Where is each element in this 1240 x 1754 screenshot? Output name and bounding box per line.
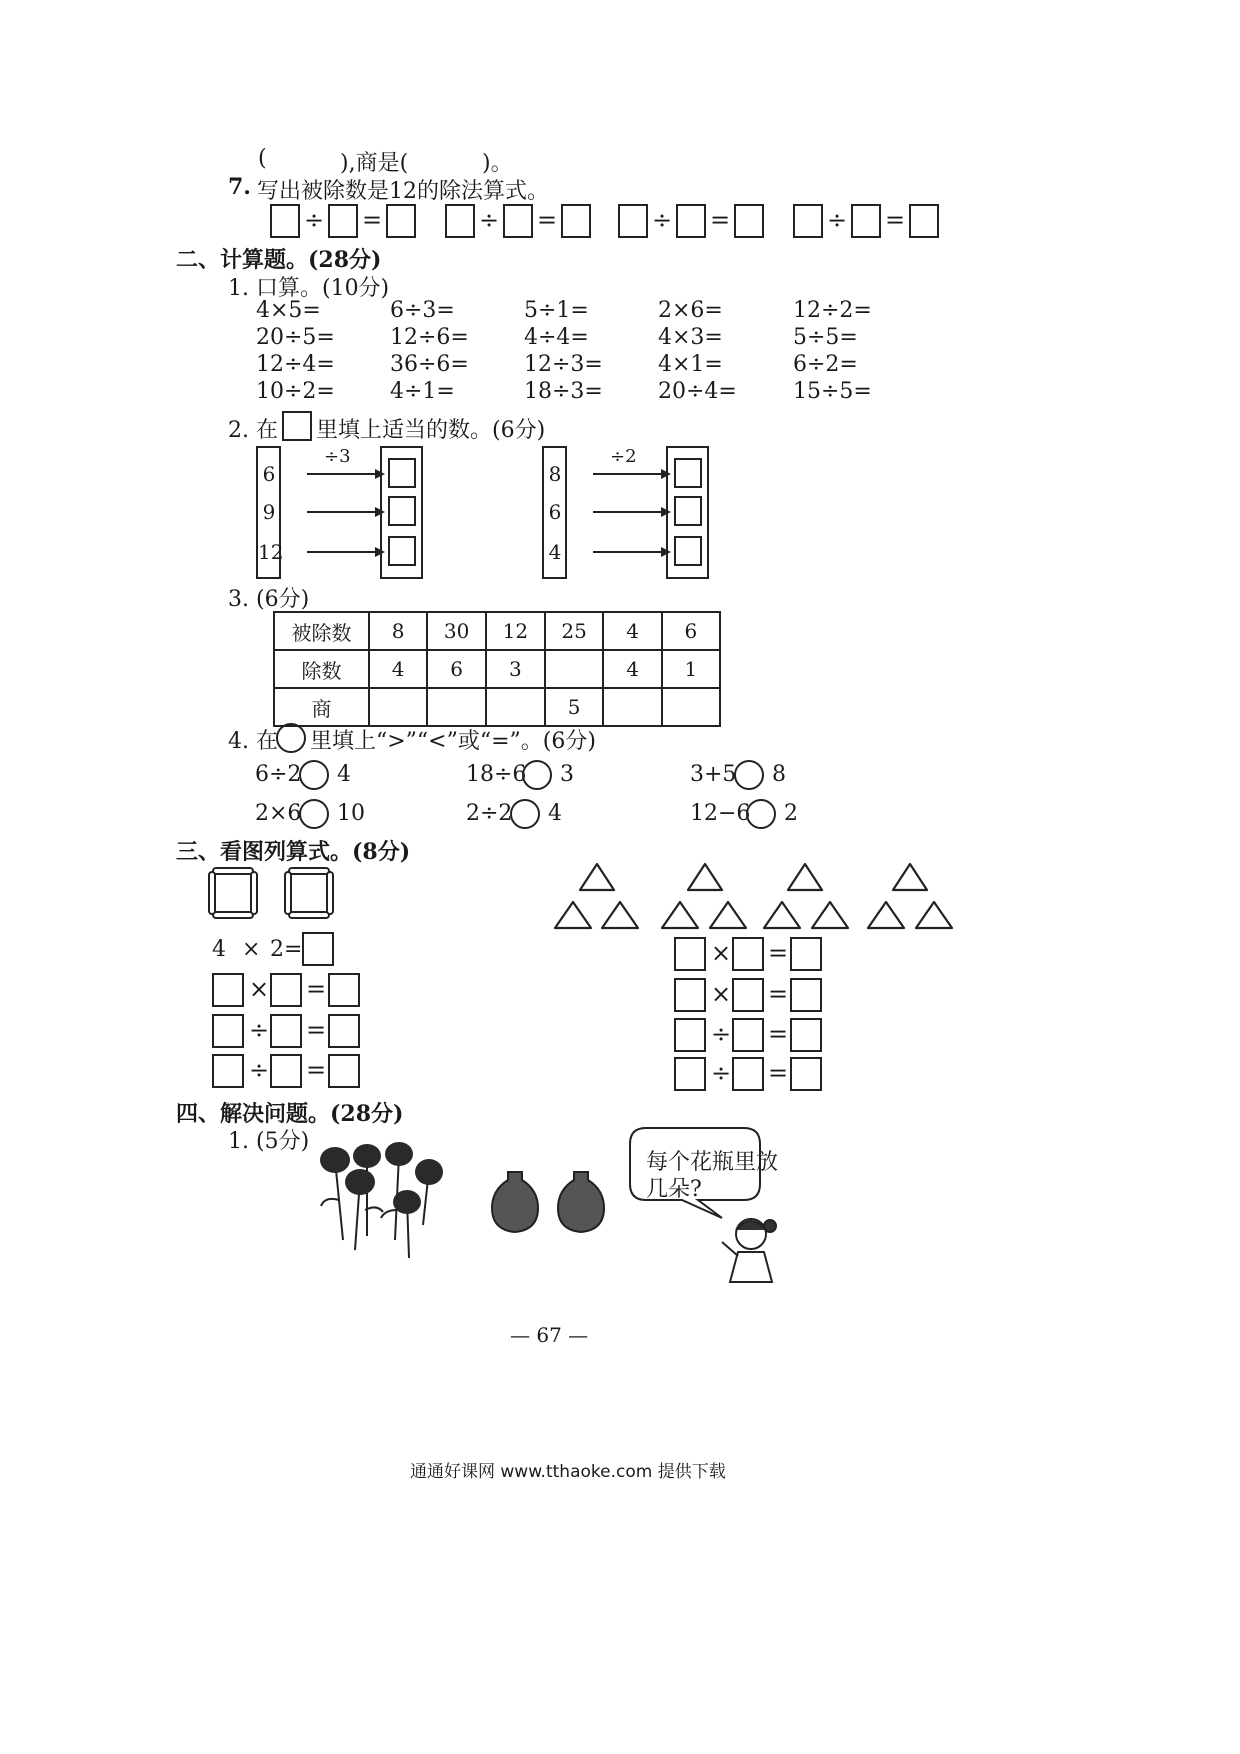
equation-box xyxy=(328,1054,360,1088)
table-cell: 4 xyxy=(603,612,661,650)
compare-circle xyxy=(746,799,776,829)
operator-sign: ÷ xyxy=(249,1056,270,1084)
compare-circle xyxy=(734,760,764,790)
oral-calc-item: 15÷5= xyxy=(793,379,872,404)
operator-sign: × xyxy=(711,939,732,967)
equals-sign: = xyxy=(768,1059,789,1087)
oral-calc-item: 6÷2= xyxy=(793,352,858,377)
equation-box xyxy=(790,937,822,971)
compare-right: 8 xyxy=(772,762,786,787)
oral-calc-item: 5÷1= xyxy=(524,298,589,323)
compare-circle xyxy=(299,760,329,790)
input-number: 6 xyxy=(548,500,562,524)
equation-box xyxy=(732,937,764,971)
operator-sign: ÷ xyxy=(711,1059,732,1087)
division-sign: ÷ xyxy=(827,206,848,234)
q7-divisor-box xyxy=(676,204,706,238)
table-cell xyxy=(603,688,661,726)
s2q3-label: 3. (6分) xyxy=(228,587,310,612)
equals-sign: = xyxy=(885,206,906,234)
compare-left: 6÷2 xyxy=(255,762,302,787)
operator-sign: × xyxy=(711,980,732,1008)
division-sign: ÷ xyxy=(304,206,325,234)
triangle-groups-picture xyxy=(550,860,955,938)
table-row xyxy=(274,650,720,688)
q7-text: 写出被除数是12的除法算式。 xyxy=(257,179,549,204)
equation-box xyxy=(328,1014,360,1048)
given-answer-box xyxy=(302,932,334,966)
mapping-arrow xyxy=(591,504,671,520)
table-cell: 8 xyxy=(369,612,427,650)
compare-circle xyxy=(299,799,329,829)
q7-divisor-box xyxy=(851,204,881,238)
operator-sign: ÷ xyxy=(711,1020,732,1048)
equals-sign: = xyxy=(768,1020,789,1048)
footer-credit: 通通好课网 www.tthaoke.com 提供下载 xyxy=(410,1462,726,1482)
equation-box xyxy=(270,1054,302,1088)
equation-box xyxy=(674,978,706,1012)
oral-calc-item: 5÷5= xyxy=(793,325,858,350)
equation-box xyxy=(212,973,244,1007)
s2q4-label-pre: 4. 在 xyxy=(228,729,278,754)
oral-calc-item: 4÷4= xyxy=(524,325,589,350)
output-column-frame xyxy=(666,446,709,579)
operator-sign: × xyxy=(249,975,270,1003)
q7-dividend-box xyxy=(793,204,823,238)
input-number: 9 xyxy=(262,500,276,524)
operation-label: ÷3 xyxy=(324,446,351,467)
table-cell: 30 xyxy=(427,612,486,650)
table-cell: 12 xyxy=(486,612,545,650)
oral-calc-item: 2×6= xyxy=(658,298,723,323)
equation-box xyxy=(732,978,764,1012)
division-sign: ÷ xyxy=(652,206,673,234)
q7-quotient-box xyxy=(561,204,591,238)
oral-calc-item: 4×5= xyxy=(256,298,321,323)
table-row xyxy=(274,688,720,726)
oral-calc-item: 12÷4= xyxy=(256,352,335,377)
answer-paren-open: ( xyxy=(258,146,267,171)
table-cell: 6 xyxy=(662,612,720,650)
given-factor-b: 2 xyxy=(270,937,284,962)
compare-left: 2÷2 xyxy=(466,801,513,826)
table-row-header: 商 xyxy=(274,688,369,726)
compare-right: 2 xyxy=(784,801,798,826)
oral-calc-item: 4÷1= xyxy=(390,379,455,404)
operation-label: ÷2 xyxy=(610,446,637,467)
oral-calc-item: 12÷3= xyxy=(524,352,603,377)
table-cell xyxy=(369,688,427,726)
table-cell xyxy=(662,688,720,726)
oral-calc-item: 20÷5= xyxy=(256,325,335,350)
operator-sign: ÷ xyxy=(249,1016,270,1044)
division-sign: ÷ xyxy=(479,206,500,234)
given-factor-a: 4 xyxy=(212,937,226,962)
oral-calc-item: 10÷2= xyxy=(256,379,335,404)
equation-box xyxy=(212,1014,244,1048)
equation-box xyxy=(790,1018,822,1052)
q7-quotient-box xyxy=(386,204,416,238)
compare-left: 2×6 xyxy=(255,801,302,826)
s2q4-label-post: 里填上“>”“<”或“=”。(6分) xyxy=(310,729,596,754)
equation-box xyxy=(328,973,360,1007)
bubble-line-1: 每个花瓶里放 xyxy=(646,1150,779,1175)
table-cell: 4 xyxy=(369,650,427,688)
input-number: 8 xyxy=(548,462,562,486)
table-row-header: 除数 xyxy=(274,650,369,688)
equation-box xyxy=(790,978,822,1012)
section-3-title: 三、看图列算式。(8分) xyxy=(176,839,411,865)
s4q1-label: 1. (5分) xyxy=(228,1129,310,1154)
equals-sign: = xyxy=(362,206,383,234)
mapping-arrow xyxy=(305,544,385,560)
girl-character-picture xyxy=(716,1212,786,1286)
roses-picture xyxy=(305,1140,455,1260)
oral-calc-item: 4×1= xyxy=(658,352,723,377)
table-cell: 4 xyxy=(603,650,661,688)
table-row xyxy=(274,612,720,650)
table-cell: 6 xyxy=(427,650,486,688)
input-number: 6 xyxy=(262,462,276,486)
section-2-title: 二、计算题。(28分) xyxy=(176,247,382,273)
q7-dividend-box xyxy=(445,204,475,238)
oral-calc-item: 12÷2= xyxy=(793,298,872,323)
mapping-arrow xyxy=(591,544,671,560)
compare-right: 4 xyxy=(337,762,351,787)
table-cell: 5 xyxy=(545,688,604,726)
equation-box xyxy=(790,1057,822,1091)
compare-left: 12−6 xyxy=(690,801,751,826)
table-cell: 1 xyxy=(662,650,720,688)
answer-paren-close: )。 xyxy=(482,151,513,176)
q7-divisor-box xyxy=(328,204,358,238)
oral-calc-item: 18÷3= xyxy=(524,379,603,404)
equation-box xyxy=(270,1014,302,1048)
q7-dividend-box xyxy=(618,204,648,238)
table-cell xyxy=(486,688,545,726)
equals-sign: = xyxy=(768,980,789,1008)
compare-circle xyxy=(522,760,552,790)
equals-sign: = xyxy=(306,1016,327,1044)
table-cell xyxy=(427,688,486,726)
division-table xyxy=(273,611,721,727)
vases-picture xyxy=(490,1168,620,1236)
quotient-prompt: ),商是( xyxy=(340,151,409,176)
s2q2-label-post: 里填上适当的数。(6分) xyxy=(316,418,546,443)
given-op: × xyxy=(242,937,261,962)
q7-number: 7. xyxy=(228,174,251,200)
compare-right: 3 xyxy=(560,762,574,787)
equation-box xyxy=(270,973,302,1007)
equation-box xyxy=(732,1057,764,1091)
q7-divisor-box xyxy=(503,204,533,238)
page-number: — 67 — xyxy=(510,1323,589,1347)
circle-sample xyxy=(276,723,306,753)
matchstick-squares-picture xyxy=(205,862,355,926)
q7-quotient-box xyxy=(734,204,764,238)
oral-calc-item: 12÷6= xyxy=(390,325,469,350)
oral-calc-item: 6÷3= xyxy=(390,298,455,323)
input-number: 12 xyxy=(258,540,284,564)
mapping-arrow xyxy=(591,466,671,482)
equals-sign: = xyxy=(537,206,558,234)
input-number: 4 xyxy=(548,540,562,564)
compare-left: 3+5 xyxy=(690,762,737,787)
q7-dividend-box xyxy=(270,204,300,238)
equals-sign: = xyxy=(306,1056,327,1084)
compare-left: 18÷6 xyxy=(466,762,527,787)
q7-quotient-box xyxy=(909,204,939,238)
oral-calc-item: 20÷4= xyxy=(658,379,737,404)
oral-calc-item: 4×3= xyxy=(658,325,723,350)
section-4-title: 四、解决问题。(28分) xyxy=(176,1101,404,1127)
compare-right: 4 xyxy=(548,801,562,826)
s2q1-label: 1. 口算。(10分) xyxy=(228,276,390,301)
bubble-line-2: 几朵? xyxy=(646,1177,702,1202)
blank-box-sample xyxy=(282,411,312,441)
s2q2-label-pre: 2. 在 xyxy=(228,418,278,443)
mapping-arrow xyxy=(305,466,385,482)
equation-box xyxy=(212,1054,244,1088)
compare-circle xyxy=(510,799,540,829)
output-column-frame xyxy=(380,446,423,579)
equals-sign: = xyxy=(710,206,731,234)
equation-box xyxy=(674,937,706,971)
equation-box xyxy=(732,1018,764,1052)
table-row-header: 被除数 xyxy=(274,612,369,650)
table-cell: 25 xyxy=(545,612,604,650)
equals-sign: = xyxy=(768,939,789,967)
equals-sign: = xyxy=(306,975,327,1003)
mapping-arrow xyxy=(305,504,385,520)
given-eq: = xyxy=(284,937,303,962)
oral-calc-item: 36÷6= xyxy=(390,352,469,377)
table-cell xyxy=(545,650,604,688)
equation-box xyxy=(674,1057,706,1091)
compare-right: 10 xyxy=(337,801,365,826)
table-cell: 3 xyxy=(486,650,545,688)
equation-box xyxy=(674,1018,706,1052)
